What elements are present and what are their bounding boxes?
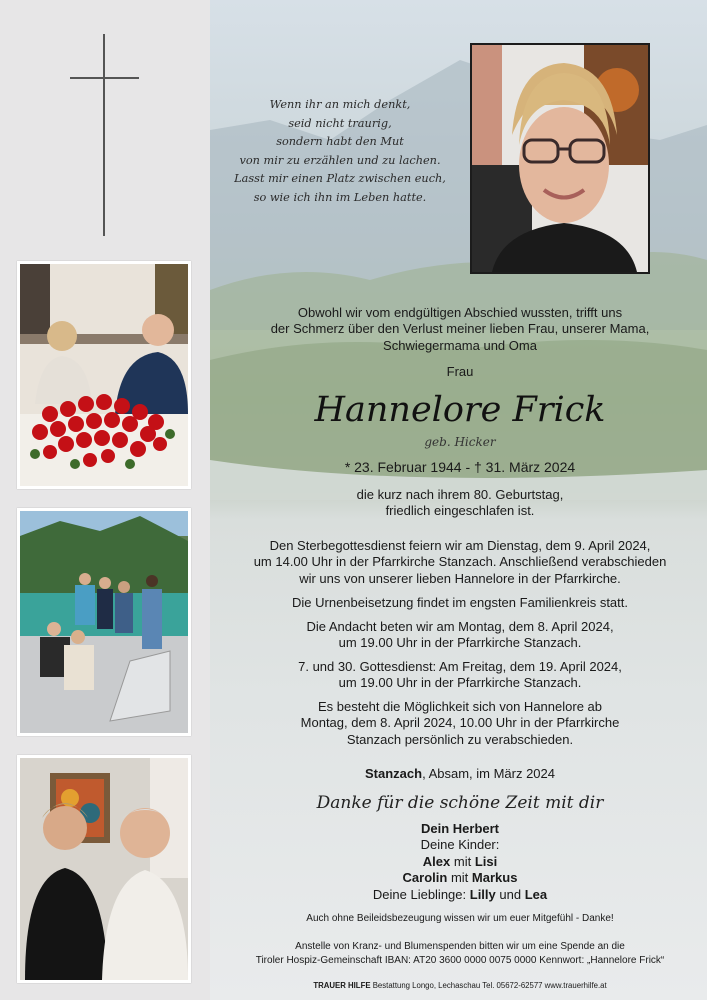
children-label: Deine Kinder: [420, 837, 500, 853]
farewell-text [215, 699, 705, 748]
footer-brand: TRAUER HILFE [313, 981, 371, 990]
gottesdienst-line: um 19.00 Uhr in der Pfarrkirche Stanzach. [338, 675, 582, 691]
service-text [215, 538, 705, 587]
andacht-text [215, 619, 705, 652]
passing-text [215, 487, 705, 520]
intro-line: der Schmerz über den Verlust meiner lieben Frau, unserer Mama, [270, 321, 650, 337]
cross-icon [103, 34, 105, 236]
title-frau: Frau [446, 364, 474, 379]
poem-line: seid nicht traurig, [288, 116, 392, 130]
farewell-line: Montag, dem 8. April 2024, 10.00 Uhr in der Pfarrkirche [300, 715, 620, 731]
husband: Dein Herbert [420, 821, 500, 836]
thanks-heading: Danke für die schöne Zeit mit dir [316, 793, 604, 813]
cross-icon-bar [70, 77, 139, 79]
deceased-name: Hannelore Frick [314, 390, 606, 430]
poem-line: sondern habt den Mut [276, 135, 404, 148]
favorites-label: Deine Lieblinge: [372, 886, 470, 902]
farewell-line: Es besteht die Möglichkeit sich von Hannelore ab [318, 699, 602, 714]
service-line: um 14.00 Uhr in der Pfarrkirche Stanzach. Anschließend verabschieden [253, 554, 667, 570]
mit-text: mit [450, 853, 475, 869]
condolence-text: Auch ohne Beileidsbezeugung wissen wir um euer Mitgefühl - Danke! [306, 913, 614, 924]
place-name: Stanzach [364, 766, 423, 781]
intro-line: Obwohl wir vom endgültigen Abschied wussten, trifft uns [297, 305, 623, 320]
child-name: Alex [422, 853, 451, 869]
grandchild-name: Lilly [469, 886, 496, 902]
family-list [215, 821, 705, 903]
photo-family-boat [17, 508, 191, 736]
poem-line: von mir zu erzählen und zu lachen. [239, 153, 441, 167]
poem-line: Wenn ihr an mich denkt, [269, 98, 411, 111]
andacht-line: um 19.00 Uhr in der Pfarrkirche Stanzach. [338, 635, 582, 651]
passing-line: friedlich eingeschlafen ist. [385, 503, 535, 519]
poem-line: so wie ich ihn im Leben hatte. [253, 190, 427, 204]
mit-text: mit [447, 870, 472, 886]
birth-name: geb. Hicker [424, 435, 496, 449]
place-date [215, 766, 705, 782]
portrait-photo [470, 43, 650, 274]
poem-line: Lasst mir einen Platz zwischen euch, [234, 172, 446, 185]
urn-text: Die Urnenbeisetzung findet im engsten Familienkreis statt. [292, 595, 628, 610]
partner-name: Lisi [474, 853, 498, 869]
donation-line: Anstelle von Kranz- und Blumenspenden bitten wir um eine Spende an die [295, 941, 625, 952]
left-sidebar [0, 0, 210, 1000]
gottesdienst-text [215, 659, 705, 692]
intro-text [215, 305, 705, 354]
photo-couple-roses [17, 261, 191, 489]
footer-info: Bestattung Longo, Lechaschau Tel. 05672-62577 www.trauerhilfe.at [370, 981, 607, 990]
partner-name: Markus [471, 870, 518, 886]
child-name: Carolin [402, 870, 448, 886]
donation-text [215, 940, 705, 967]
grandchild-name: Lea [524, 886, 548, 902]
photo-couple-closeup [17, 755, 191, 983]
service-line: wir uns von unserer lieben Hannelore in der Pfarrkirche. [299, 570, 621, 586]
service-line: Den Sterbegottesdienst feiern wir am Dienstag, dem 9. April 2024, [269, 538, 651, 553]
life-dates: * 23. Februar 1944 - † 31. März 2024 [344, 459, 576, 475]
footer [215, 978, 705, 994]
farewell-line: Stanzach persönlich zu verabschieden. [346, 731, 574, 747]
intro-line: Schwiegermama und Oma [383, 337, 537, 353]
andacht-line: Die Andacht beten wir am Montag, dem 8. April 2024, [306, 619, 614, 634]
place-rest: , Absam, im März 2024 [422, 766, 556, 781]
passing-line: die kurz nach ihrem 80. Geburtstag, [356, 487, 564, 502]
poem [230, 96, 450, 207]
gottesdienst-line: 7. und 30. Gottesdienst: Am Freitag, dem 19. April 2024, [298, 659, 622, 674]
und-text: und [495, 886, 525, 902]
donation-line: Tiroler Hospiz-Gemeinschaft IBAN: AT20 3600 0000 0075 0000 Kennwort: „Hannelore Frick“ [255, 954, 665, 966]
